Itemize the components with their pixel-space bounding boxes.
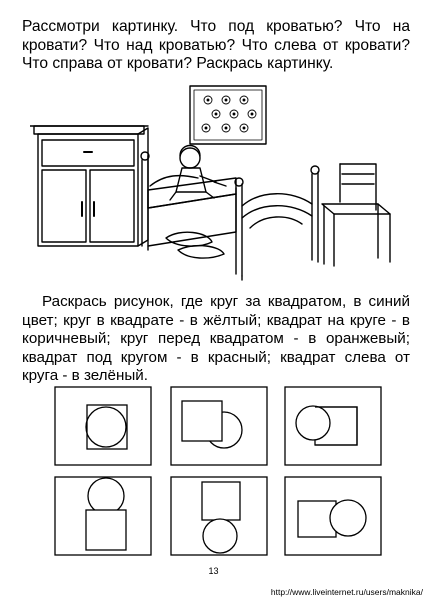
- room-scene: [30, 78, 410, 288]
- picture-frame-icon: [190, 86, 266, 144]
- instruction-text-2: Раскрась рисунок, где круг за квадратом, в синий цвет; круг в квадрате - в жёлтый; квадрат на круге - в коричневый; круг перед квадратом - в оранжевый; квадрат под кругом - в красный; квадрат слева от круга - в зелёный.: [22, 293, 410, 384]
- instruction-text-1: Рассмотри картинку. Что под кроватью? Что на кровати? Что над кроватью? Что слева от кровати? Что справа от кровати? Раскрась картинку.: [22, 18, 410, 72]
- task-box-1[interactable]: [55, 387, 151, 465]
- task-box-3[interactable]: [285, 387, 381, 465]
- watermark-url[interactable]: http://www.liveinternet.ru/users/maknika/: [270, 587, 423, 597]
- task-box-2[interactable]: [171, 387, 267, 465]
- task-box-6[interactable]: [285, 477, 381, 555]
- task-box-4[interactable]: [55, 477, 151, 555]
- bed-icon: [141, 152, 319, 280]
- chair-icon: [322, 164, 390, 266]
- task-box-5[interactable]: [171, 477, 267, 555]
- coloring-task-grid: [54, 386, 384, 556]
- wardrobe-icon: [30, 126, 148, 246]
- doll-icon: [170, 146, 226, 201]
- slippers-icon: [166, 232, 224, 258]
- page-number: 13: [208, 566, 219, 576]
